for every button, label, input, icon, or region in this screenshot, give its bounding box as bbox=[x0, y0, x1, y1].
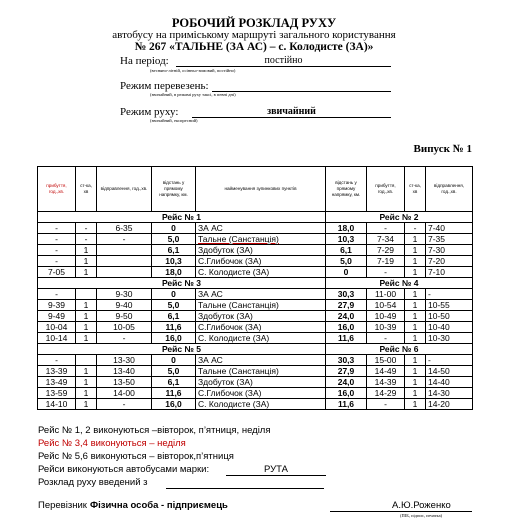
carrier-label: Перевізник bbox=[38, 500, 87, 511]
cell: 13-39 bbox=[38, 366, 76, 377]
cell: 9-39 bbox=[38, 300, 76, 311]
cell: 1 bbox=[76, 267, 97, 278]
cell: С. Колодисте (ЗА) bbox=[196, 333, 326, 344]
cell: 1 bbox=[405, 388, 426, 399]
cell: Тальне (Санстанція) bbox=[196, 300, 326, 311]
table-row bbox=[38, 322, 473, 333]
cell: 1 bbox=[405, 377, 426, 388]
cell: - bbox=[38, 355, 76, 366]
cell: 0 bbox=[152, 355, 196, 366]
cell: 10-50 bbox=[426, 311, 473, 322]
cell: 1 bbox=[405, 322, 426, 333]
movement-mode-line bbox=[192, 117, 391, 118]
cell bbox=[97, 267, 152, 278]
cell: 16,0 bbox=[152, 333, 196, 344]
cell: 10-54 bbox=[367, 300, 405, 311]
cell: Здобуток (ЗА) bbox=[196, 311, 326, 322]
cell: 9-50 bbox=[97, 311, 152, 322]
table-row bbox=[38, 399, 473, 410]
table-header-row bbox=[38, 167, 473, 212]
cell: - bbox=[38, 245, 76, 256]
cell: 10,3 bbox=[326, 234, 367, 245]
cell: 1 bbox=[76, 333, 97, 344]
cell: 9-49 bbox=[38, 311, 76, 322]
table-row bbox=[38, 311, 473, 322]
cell: С.Глибочок (ЗА) bbox=[196, 388, 326, 399]
header-arrival: прибуття, год.,хв. bbox=[38, 167, 76, 212]
cell: 6-35 bbox=[97, 223, 152, 234]
cell: 6,1 bbox=[152, 311, 196, 322]
header-distance: відстань у прямому напрямку, км. bbox=[152, 167, 196, 212]
note-trips-5-6: Рейс № 5,6 виконуються – вівторок,п’ятниця bbox=[38, 451, 234, 462]
cell: 14-10 bbox=[38, 399, 76, 410]
cell: Здобуток (ЗА) bbox=[196, 377, 326, 388]
cell: 13-59 bbox=[38, 388, 76, 399]
cell: 30,3 bbox=[326, 355, 367, 366]
cell: 16,0 bbox=[326, 322, 367, 333]
period-value: постійно bbox=[264, 55, 303, 66]
signature-hint: (ПІБ, підпис, печатка) bbox=[400, 513, 443, 518]
cell: 0 bbox=[326, 267, 367, 278]
cell: 10-14 bbox=[38, 333, 76, 344]
note-trips-3-4: Рейс № 3,4 виконуються – неділя bbox=[38, 438, 186, 449]
cell: 30,3 bbox=[326, 289, 367, 300]
document-subtitle: автобусу на приміському маршруті загального користування bbox=[112, 29, 396, 41]
cell: 0 bbox=[152, 223, 196, 234]
cell: 14-29 bbox=[367, 388, 405, 399]
cell: - bbox=[426, 355, 473, 366]
cell: 9-30 bbox=[97, 289, 152, 300]
cell: ЗА АС bbox=[196, 289, 326, 300]
cell: С.Глибочок (ЗА) bbox=[196, 256, 326, 267]
cell: - bbox=[367, 223, 405, 234]
cell: - bbox=[367, 399, 405, 410]
cell: 24,0 bbox=[326, 311, 367, 322]
cell: 14-39 bbox=[367, 377, 405, 388]
bus-brand-label: Рейси виконуються автобусами марки: bbox=[38, 464, 210, 475]
cell: 24,0 bbox=[326, 377, 367, 388]
cell: С. Колодисте (ЗА) bbox=[196, 399, 326, 410]
document-title: РОБОЧИЙ РОЗКЛАД РУХУ bbox=[171, 16, 337, 30]
movement-mode-label: Режим руху: bbox=[120, 106, 179, 118]
cell: 11,6 bbox=[152, 322, 196, 333]
cell: 5,0 bbox=[152, 300, 196, 311]
carrier-value: Фізична особа - підприємець bbox=[90, 500, 228, 511]
movement-mode-value: звичайний bbox=[267, 106, 316, 117]
cell: - bbox=[367, 333, 405, 344]
cell: - bbox=[38, 223, 76, 234]
issue-number: Випуск № 1 bbox=[413, 143, 472, 155]
header-arrival-return: прибуття, год.,хв. bbox=[367, 167, 405, 212]
table-row bbox=[38, 234, 473, 245]
cell: 1 bbox=[76, 322, 97, 333]
cell: 1 bbox=[76, 311, 97, 322]
period-label: На період: bbox=[120, 55, 169, 67]
cell: 7-05 bbox=[38, 267, 76, 278]
cell: 7-19 bbox=[367, 256, 405, 267]
cell: - bbox=[38, 234, 76, 245]
introduced-line bbox=[166, 488, 324, 489]
cell: 10-30 bbox=[426, 333, 473, 344]
cell: 0 bbox=[152, 289, 196, 300]
introduced-label: Розклад руху введений з bbox=[38, 477, 148, 488]
note-trips-1-2: Рейс № 1, 2 виконуються –вівторок, п’ятниця, неділя bbox=[38, 425, 271, 436]
bus-brand-line bbox=[226, 475, 326, 476]
cell: 10,3 bbox=[152, 256, 196, 267]
cell: 9-40 bbox=[97, 300, 152, 311]
cell: ЗА АС bbox=[196, 355, 326, 366]
transport-mode-line bbox=[212, 91, 391, 92]
header-distance-return: відстань у прямому напрямку, км. bbox=[326, 167, 367, 212]
cell: 5,0 bbox=[152, 366, 196, 377]
table-row bbox=[38, 289, 473, 300]
cell: - bbox=[97, 234, 152, 245]
header-stop: ст-ка, хв bbox=[76, 167, 97, 212]
cell: 1 bbox=[76, 366, 97, 377]
cell bbox=[97, 245, 152, 256]
table-row bbox=[38, 256, 473, 267]
cell: 13-50 bbox=[97, 377, 152, 388]
cell: 5,0 bbox=[326, 256, 367, 267]
bus-brand-value: РУТА bbox=[264, 464, 288, 475]
cell: - bbox=[38, 256, 76, 267]
header-departure: відправлення, год.,хв. bbox=[97, 167, 152, 212]
cell: 18,0 bbox=[326, 223, 367, 234]
cell: 11,6 bbox=[326, 399, 367, 410]
cell bbox=[76, 355, 97, 366]
trip-label: Рейс № 2 bbox=[326, 212, 473, 223]
cell: 1 bbox=[405, 289, 426, 300]
cell: Здобуток (ЗА) bbox=[196, 245, 326, 256]
cell: 10-04 bbox=[38, 322, 76, 333]
cell: - bbox=[76, 234, 97, 245]
table-row bbox=[38, 333, 473, 344]
cell: Тальне (Санстанція) bbox=[196, 366, 326, 377]
cell: 11,6 bbox=[152, 388, 196, 399]
cell: 7-20 bbox=[426, 256, 473, 267]
trip-header-row bbox=[38, 212, 473, 223]
cell: - bbox=[76, 223, 97, 234]
cell: 1 bbox=[405, 311, 426, 322]
cell: 7-40 bbox=[426, 223, 473, 234]
cell: 27,9 bbox=[326, 366, 367, 377]
cell: 6,1 bbox=[152, 377, 196, 388]
cell: - bbox=[97, 333, 152, 344]
transport-mode-hint: (звичайний, в режимі руху таксі, в певні дні) bbox=[150, 92, 236, 97]
table-row bbox=[38, 300, 473, 311]
cell: 1 bbox=[405, 256, 426, 267]
cell: 18,0 bbox=[152, 267, 196, 278]
cell: Тальне (Санстанція) bbox=[196, 234, 326, 245]
table-row bbox=[38, 377, 473, 388]
cell: 14-20 bbox=[426, 399, 473, 410]
trip-label: Рейс № 5 bbox=[38, 344, 326, 355]
table-row bbox=[38, 355, 473, 366]
cell: 10-39 bbox=[367, 322, 405, 333]
cell: 7-10 bbox=[426, 267, 473, 278]
cell: 1 bbox=[405, 333, 426, 344]
table-row bbox=[38, 223, 473, 234]
cell: 14-49 bbox=[367, 366, 405, 377]
cell: 7-29 bbox=[367, 245, 405, 256]
header-stop-return: ст-ка, хв bbox=[405, 167, 426, 212]
cell: 1 bbox=[76, 388, 97, 399]
cell: 6,1 bbox=[152, 245, 196, 256]
cell: - bbox=[405, 223, 426, 234]
period-hint: (весняно-літній, осінньо-зимовий, постійно) bbox=[150, 68, 236, 73]
cell: 1 bbox=[76, 256, 97, 267]
trip-header-row bbox=[38, 344, 473, 355]
cell: 1 bbox=[405, 245, 426, 256]
header-stop-name: найменування зупинкових пунктів bbox=[196, 167, 326, 212]
cell: 7-35 bbox=[426, 234, 473, 245]
cell: - bbox=[426, 289, 473, 300]
trip-label: Рейс № 4 bbox=[326, 278, 473, 289]
cell: 27,9 bbox=[326, 300, 367, 311]
cell: 1 bbox=[405, 399, 426, 410]
cell bbox=[97, 256, 152, 267]
header-departure-return: відправлення, год.,хв. bbox=[426, 167, 473, 212]
cell: 13-40 bbox=[97, 366, 152, 377]
trip-header-row bbox=[38, 278, 473, 289]
cell: 11,6 bbox=[326, 333, 367, 344]
cell: 10-49 bbox=[367, 311, 405, 322]
schedule-table bbox=[37, 166, 473, 410]
cell: 13-49 bbox=[38, 377, 76, 388]
signer-name: А.Ю.Роженко bbox=[392, 500, 451, 511]
cell: 13-30 bbox=[97, 355, 152, 366]
cell: 14-00 bbox=[97, 388, 152, 399]
cell: 1 bbox=[76, 399, 97, 410]
cell: 6,1 bbox=[326, 245, 367, 256]
cell: 1 bbox=[76, 245, 97, 256]
signature-line bbox=[330, 511, 472, 512]
cell: 1 bbox=[76, 377, 97, 388]
cell: 10-55 bbox=[426, 300, 473, 311]
cell: 1 bbox=[405, 366, 426, 377]
cell: 14-40 bbox=[426, 377, 473, 388]
cell: - bbox=[367, 267, 405, 278]
trip-label: Рейс № 3 bbox=[38, 278, 326, 289]
movement-mode-hint: (звичайний, експресний) bbox=[150, 118, 198, 123]
cell: 1 bbox=[405, 300, 426, 311]
cell: 7-34 bbox=[367, 234, 405, 245]
cell: - bbox=[97, 399, 152, 410]
period-line bbox=[176, 66, 391, 67]
cell: 10-40 bbox=[426, 322, 473, 333]
table-row bbox=[38, 366, 473, 377]
cell: 5,0 bbox=[152, 234, 196, 245]
cell: 10-05 bbox=[97, 322, 152, 333]
cell: 14-30 bbox=[426, 388, 473, 399]
trip-label: Рейс № 1 bbox=[38, 212, 326, 223]
table-row bbox=[38, 267, 473, 278]
cell: 16,0 bbox=[152, 399, 196, 410]
table-row bbox=[38, 388, 473, 399]
table-row bbox=[38, 245, 473, 256]
transport-mode-label: Режим перевезень: bbox=[120, 80, 209, 92]
cell: 14-50 bbox=[426, 366, 473, 377]
cell: С. Колодисте (ЗА) bbox=[196, 267, 326, 278]
trip-label: Рейс № 6 bbox=[326, 344, 473, 355]
cell: 1 bbox=[405, 234, 426, 245]
cell: 7-30 bbox=[426, 245, 473, 256]
cell: С.Глибочок (ЗА) bbox=[196, 322, 326, 333]
cell bbox=[76, 289, 97, 300]
cell: 16,0 bbox=[326, 388, 367, 399]
cell: 11-00 bbox=[367, 289, 405, 300]
cell: - bbox=[38, 289, 76, 300]
route-name: № 267 «ТАЛЬНЕ (ЗА АС) – с. Колодисте (ЗА)» bbox=[134, 41, 374, 53]
cell: 1 bbox=[405, 267, 426, 278]
cell: 1 bbox=[76, 300, 97, 311]
cell: 1 bbox=[405, 355, 426, 366]
cell: ЗА АС bbox=[196, 223, 326, 234]
cell: 15-00 bbox=[367, 355, 405, 366]
